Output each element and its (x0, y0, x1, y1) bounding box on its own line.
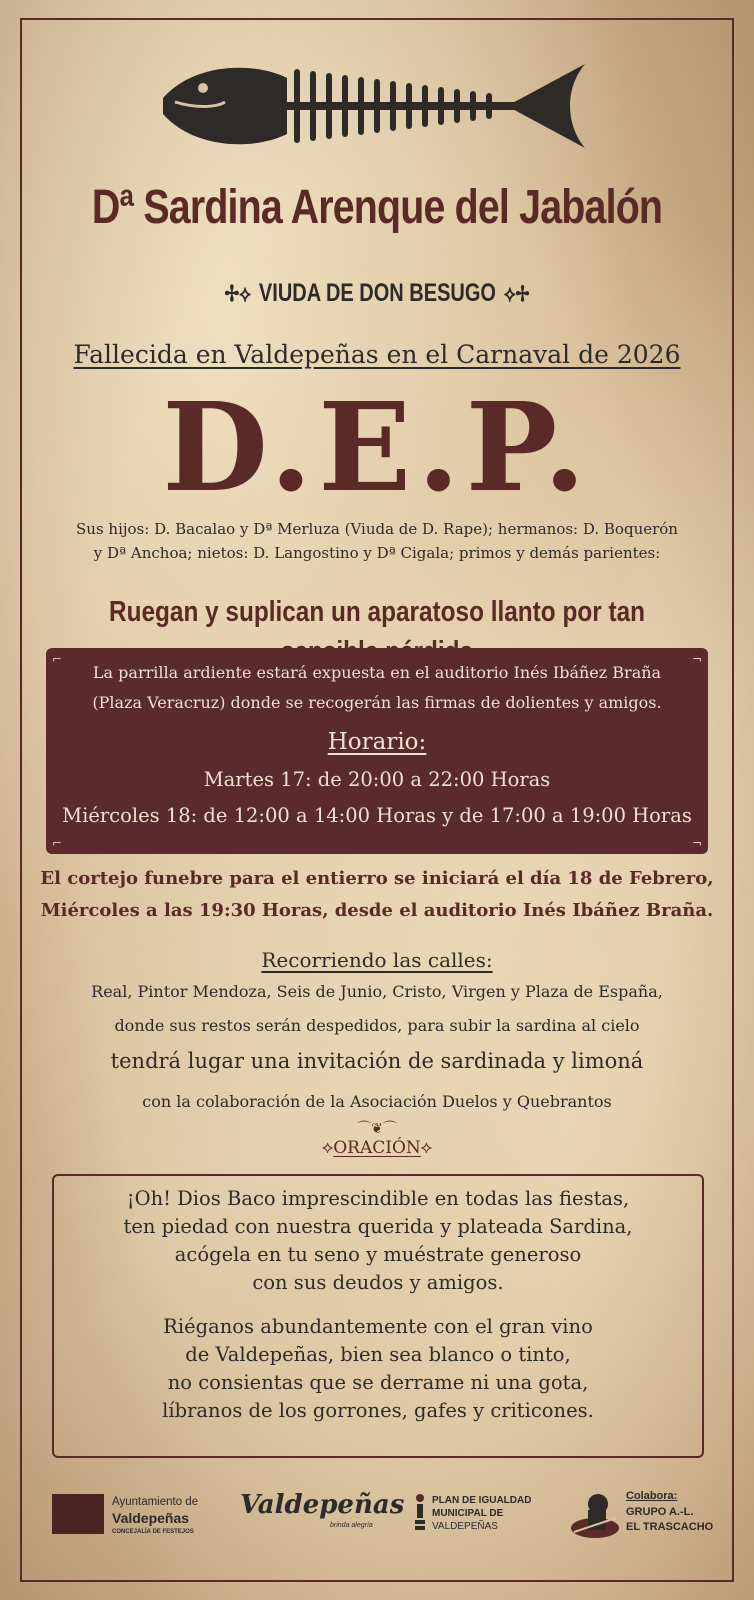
prayer-line: no consientas que se derrame ni una gota, (167, 1371, 589, 1394)
prayer-line: acógela en tu seno y muéstrate generoso (174, 1243, 582, 1266)
horario-title: Horario: (327, 729, 427, 755)
colabora-label: Colabora: (626, 1490, 678, 1502)
cortejo-line-1: El cortejo funebre para el entierro se iniciará el día 18 de Febrero, (40, 868, 714, 889)
prayer-line: ten piedad con nuestra querida y plateada Sardina, (123, 1215, 633, 1238)
subtitle (75, 276, 678, 311)
ornament-right-icon: ⟡✢ (503, 281, 530, 306)
valdepenas-script: Valdepeñas (240, 1490, 405, 1520)
corner-ornament-icon: ¬ (691, 836, 702, 850)
ornament-left-icon: ⟡ (321, 1138, 334, 1158)
title: Dª Sardina Arenque del Jabalón (91, 181, 663, 234)
plan-line-2: MUNICIPAL DE (432, 1508, 504, 1519)
family-line-1: Sus hijos: D. Bacalao y Dª Merluza (Viuda de D. Rape); hermanos: D. Boquerón (76, 520, 678, 538)
trascacho-mascot-icon (568, 1488, 622, 1544)
route-line-2: donde sus restos serán despedidos, para subir la sardina al cielo (114, 1016, 640, 1035)
subtitle-text: VIUDA DE DON BESUGO (258, 279, 496, 307)
corner-ornament-icon: ¬ (691, 652, 702, 666)
corner-ornament-icon: ⌐ (52, 652, 63, 666)
prayer-line: con sus deudos y amigos. (252, 1271, 504, 1294)
trascacho-label: EL TRASCACHO (626, 1521, 714, 1533)
ayuntamiento-name: Valdepeñas (112, 1510, 190, 1526)
dep-heading: D.E.P. (162, 375, 592, 519)
fish-skeleton-icon (155, 58, 595, 154)
schedule-2: Miércoles 18: de 12:00 a 14:00 Horas y de 17:00 a 19:00 Horas (62, 804, 692, 827)
cortejo-line-2: Miércoles a las 19:30 Horas, desde el auditorio Inés Ibáñez Braña. (40, 900, 714, 921)
valdepenas-logo (240, 1490, 405, 1529)
exhibit-intro-1: La parrilla ardiente estará expuesta en el auditorio Inés Ibáñez Braña (92, 663, 662, 682)
family-line-2: y Dª Anchoa; nietos: D. Langostino y Dª Cigala; primos y demás parientes: (93, 544, 661, 562)
prayer-title-text: ORACIÓN (333, 1138, 421, 1158)
grupo-label: GRUPO A.-L. (626, 1506, 694, 1518)
prayer-line: de Valdepeñas, bien sea blanco o tinto, (185, 1343, 571, 1366)
exhibit-box (46, 648, 708, 854)
oracion-ornament-icon: ⌒❦⌒ (357, 1121, 397, 1137)
prayer-box (52, 1174, 704, 1458)
valdepenas-tag: brinda alegría (330, 1522, 373, 1529)
exhibit-intro-2: (Plaza Veracruz) donde se recogerán las firmas de dolientes y amigos. (92, 693, 662, 712)
coat-of-arms-icon (52, 1494, 104, 1534)
corner-ornament-icon: ⌐ (52, 836, 63, 850)
equality-icon (412, 1492, 428, 1534)
ayuntamiento-sub: CONCEJALÍA DE FESTEJOS (112, 1529, 194, 1535)
plan-line-3: VALDEPEÑAS (432, 1521, 498, 1532)
schedule-1: Martes 17: de 20:00 a 22:00 Horas (203, 768, 551, 791)
invitation-line: tendrá lugar una invitación de sardinada y limoná (110, 1049, 644, 1073)
plea-heading: Ruegan y suplican un aparatoso llanto por tan (109, 596, 645, 628)
plan-line-1: PLAN DE IGUALDAD (432, 1495, 532, 1506)
prayer-line: Riéganos abundantemente con el gran vino (163, 1315, 593, 1338)
prayer-line: líbranos de los gorrones, gafes y criticones. (162, 1399, 594, 1422)
prayer-line: ¡Oh! Dios Baco imprescindible en todas las fiestas, (126, 1187, 630, 1210)
collaboration-line: con la colaboración de la Asociación Duelos y Quebrantos (142, 1092, 612, 1111)
sponsor-logos (0, 1488, 754, 1556)
ayuntamiento-top: Ayuntamiento de (112, 1496, 199, 1508)
ornament-left-icon: ✢⟡ (224, 281, 251, 306)
route-line-1: Real, Pintor Mendoza, Seis de Junio, Cristo, Virgen y Plaza de España, (91, 982, 663, 1001)
ornament-right-icon: ⟡ (420, 1138, 433, 1158)
route-title: Recorriendo las calles: (261, 948, 493, 972)
prayer-title (0, 1136, 754, 1160)
deceased-line: Fallecida en Valdepeñas en el Carnaval de 2026 (73, 340, 681, 369)
